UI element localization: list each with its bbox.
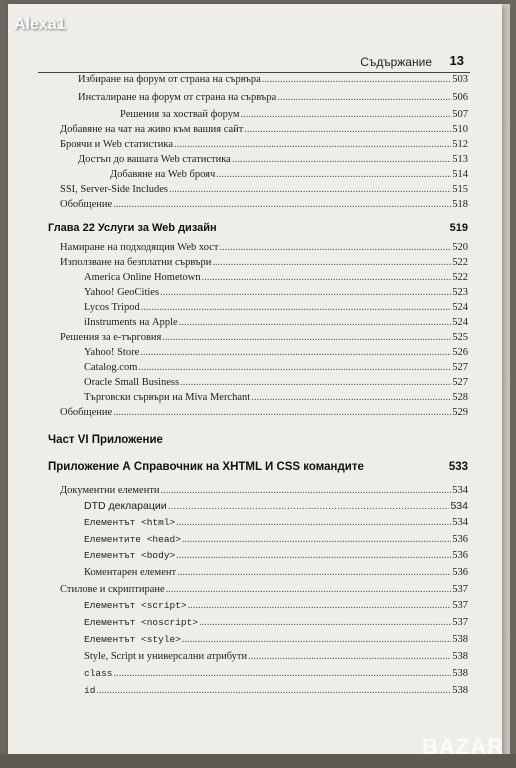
watermark-top-left: Alexa1 (14, 16, 66, 33)
toc-entry: Обобщение ..... 529 (60, 405, 468, 420)
chapter-heading: Глава 22 Услуги за Web дизайн 519 (48, 222, 468, 234)
toc-entry: Style, Script и универсални атрибути ..... 538 (84, 649, 468, 664)
toc-entry: Елементът <noscript> ..... 537 (84, 615, 468, 630)
toc-entry: Документни елементи ..... 534 (60, 483, 468, 498)
toc-entry: Инсталиране на форум от страна на сървъра ..... 506 (78, 90, 468, 105)
toc-entry: Добавяне на чат на живо към вашия сайт ..... 510 (60, 122, 468, 137)
page-header (38, 50, 470, 73)
toc-entry: Catalog.com ..... 527 (84, 360, 468, 375)
toc-entry: Oracle Small Business ..... 527 (84, 375, 468, 390)
toc-entry: Намиране на подходящия Web хост ..... 520 (60, 240, 468, 255)
toc-entry: Lycos Tripod ..... 524 (84, 300, 468, 315)
toc-entry: Елементите <head> ..... 536 (84, 532, 468, 547)
toc-entry: Елементът <html> ..... 534 (84, 515, 468, 530)
toc-entry: Yahoo! GeoCities ..... 523 (84, 285, 468, 300)
toc-entry: Броячи и Web статистика ..... 512 (60, 137, 468, 152)
toc-entry: Стилове и скриптиране ..... 537 (60, 582, 468, 597)
toc-entry: iInstruments на Apple ..... 524 (84, 315, 468, 330)
toc-entry: Използване на безплатни сървъри ..... 522 (60, 255, 468, 270)
toc-entry: Добавяне на Web брояч ..... 514 (110, 167, 468, 182)
toc-entry: Обобщение ..... 518 (60, 197, 468, 212)
toc-entry: Избиране на форум от страна на сървъра ..... 503 (78, 72, 468, 87)
toc-entry: DTD декларации ..... 534 (84, 499, 468, 514)
toc-entry: Елементът <script> ..... 537 (84, 598, 468, 613)
toc-entry: Търговски сървъри на Miva Merchant ..... 528 (84, 390, 468, 405)
toc-entry: America Online Hometown ..... 522 (84, 270, 468, 285)
header-page-number: 13 (449, 53, 464, 68)
toc-entry: class ..... 538 (84, 666, 468, 681)
toc-entry: Коментарен елемент ..... 536 (84, 565, 468, 580)
toc-entry: Решения за е-търговия ..... 525 (60, 330, 468, 345)
toc-entry: Решения за хоствай форум ..... 507 (120, 107, 468, 122)
toc-entry: id ..... 538 (84, 683, 468, 698)
toc-entry: Достъп до вашата Web статистика ..... 513 (78, 152, 468, 167)
part-heading: Част VI Приложение (48, 434, 163, 446)
toc-entry: SSI, Server-Side Includes ..... 515 (60, 182, 468, 197)
toc-entry: Yahoo! Store ..... 526 (84, 345, 468, 360)
toc-entry: Елементът <style> ..... 538 (84, 632, 468, 647)
appendix-heading: Приложение А Справочник на XHTML И CSS командите 533 (48, 461, 468, 473)
watermark-bottom-right: BAZAR (422, 734, 504, 759)
toc-entry: Елементът <body> ..... 536 (84, 548, 468, 563)
header-title: Съдържание (360, 55, 432, 69)
